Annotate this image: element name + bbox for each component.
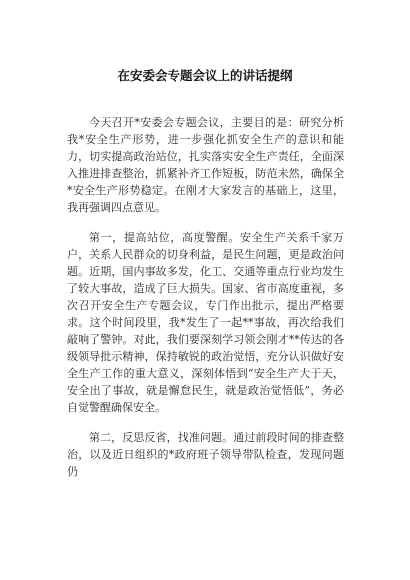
paragraph-first-point: 第一，提高站位，高度警醒。安全生产关系千家万户，关系人民群众的切身利益，是民生问题，更是政治问题。近期，国内事故多发，化工、交通等重点行业均发生了较大事故，造成了巨大损失。国家、省市高度重视，多次召开安全生产专题会议，专门作出批示，提出严格要求。这个时间段里，我*发生了一起**事故，再次给我们敲响了警钟。对此，我们要深刻学习领会刚才**传达的各级领导批示精神，保持敏锐的政治觉悟，充分认识做好安全生产工作的重大意义，深刻体悟到“安全生产大于天，安全出了事故，就是懈怠民生，就是政治觉悟低”，务必自觉警醒确保安全。 [67,231,344,414]
paragraph-second-point: 第二，反思反省，找准问题。通过前段时间的排查整治，以及近日组织的*政府班子领导带队检查，发现问题仍 [67,431,344,478]
paragraph-intro: 今天召开*安委会专题会议，主要目的是：研究分析我*安全生产形势，进一步强化抓安全生产的意识和能力，切实提高政治站位，扎实落实安全生产责任，全面深入推进排查整治，抓紧补齐工作短板，防范未然，确保全*安全生产形势稳定。在刚才大家发言的基础上，这里，我再强调四点意见。 [67,116,344,214]
document-title: 在安委会专题会议上的讲话提纲 [117,68,293,83]
document-body [67,114,344,493]
